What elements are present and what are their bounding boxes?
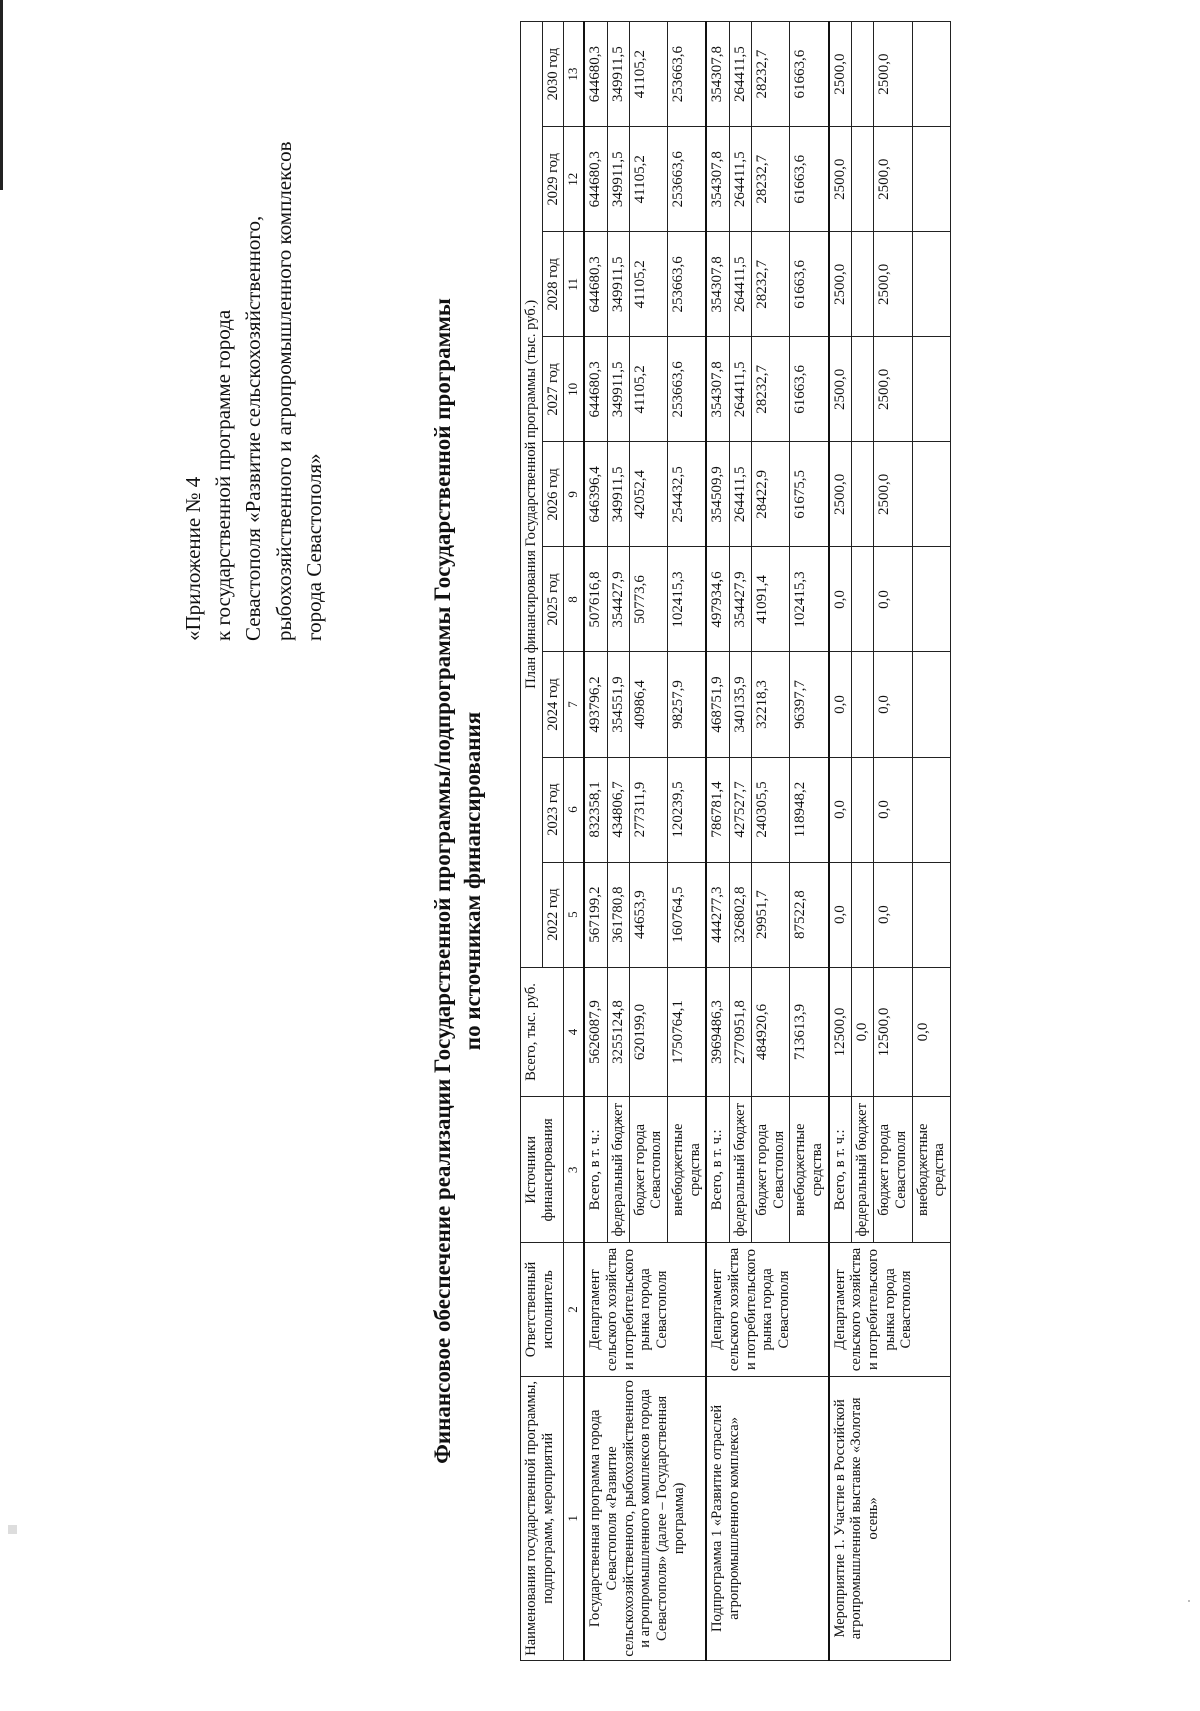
appendix-line: к государственной программе города: [211, 309, 236, 641]
source-cell: федеральный бюджет: [729, 1097, 751, 1243]
source-cell: Всего, в т. ч.:: [584, 1097, 607, 1243]
header-source: Источники финансирования: [521, 1097, 564, 1243]
total-cell: 3255124,8: [607, 967, 629, 1097]
year-value-cell: 29951,7: [751, 862, 789, 967]
year-value-cell: 434806,7: [607, 757, 629, 862]
column-numbers-row: [564, 22, 584, 1661]
column-number: 5: [564, 862, 584, 967]
year-value-cell: 349911,5: [607, 337, 629, 442]
year-value-cell: 41105,2: [629, 127, 667, 232]
year-value-cell: 326802,8: [729, 862, 751, 967]
year-value-cell: 61675,5: [790, 442, 829, 547]
source-cell: бюджет города Севастополя: [874, 1097, 912, 1243]
year-value-cell: 264411,5: [729, 442, 751, 547]
year-value-cell: 253663,6: [668, 232, 707, 337]
year-value-cell: [912, 22, 950, 127]
source-cell: федеральный бюджет: [607, 1097, 629, 1243]
year-value-cell: 0,0: [874, 757, 912, 862]
total-cell: 3969486,3: [706, 967, 729, 1097]
year-value-cell: 444277,3: [706, 862, 729, 967]
year-value-cell: 507616,8: [584, 547, 607, 652]
year-value-cell: 0,0: [829, 757, 852, 862]
total-cell: 5626087,9: [584, 967, 607, 1097]
year-value-cell: 2500,0: [874, 22, 912, 127]
year-value-cell: 32218,3: [751, 652, 789, 757]
year-value-cell: 253663,6: [668, 127, 707, 232]
source-cell: бюджет города Севастополя: [629, 1097, 667, 1243]
year-value-cell: [851, 127, 873, 232]
year-value-cell: 2500,0: [829, 127, 852, 232]
year-value-cell: 644680,3: [584, 22, 607, 127]
year-value-cell: 96397,7: [790, 652, 829, 757]
program-name-cell: Государственная программа города Севастополя «Развитие сельскохозяйственного, рыбохозяйственного и агропромышленного комплексов города Севастополя» (далее – Государственная программа): [584, 1376, 706, 1660]
year-value-cell: 28422,9: [751, 442, 789, 547]
heading-line: Финансовое обеспечение реализации Государственной программы/подпрограммы Государственной программы: [430, 298, 455, 1464]
year-value-cell: [912, 652, 950, 757]
year-value-cell: 2500,0: [874, 442, 912, 547]
year-value-cell: 61663,6: [790, 337, 829, 442]
year-value-cell: 2500,0: [829, 442, 852, 547]
header-name: Наименования государственной программы, подпрограмм, мероприятий: [521, 1376, 564, 1660]
year-value-cell: 354427,9: [607, 547, 629, 652]
year-value-cell: 264411,5: [729, 337, 751, 442]
total-cell: 0,0: [912, 967, 950, 1097]
year-value-cell: 468751,9: [706, 652, 729, 757]
year-value-cell: 354551,9: [607, 652, 629, 757]
column-number: 12: [564, 127, 584, 232]
year-value-cell: 102415,3: [790, 547, 829, 652]
year-value-cell: 349911,5: [607, 127, 629, 232]
year-value-cell: 264411,5: [729, 127, 751, 232]
column-number: 3: [564, 1097, 584, 1243]
year-value-cell: 354307,8: [706, 127, 729, 232]
year-value-cell: 160764,5: [668, 862, 707, 967]
total-cell: 713613,9: [790, 967, 829, 1097]
year-value-cell: 427527,7: [729, 757, 751, 862]
year-value-cell: 2500,0: [874, 127, 912, 232]
column-number: 8: [564, 547, 584, 652]
header-year: 2029 год: [542, 127, 564, 232]
year-value-cell: [912, 442, 950, 547]
year-value-cell: 50773,6: [629, 547, 667, 652]
header-plan: План финансирования Государственной программы (тыс. руб.): [521, 22, 543, 968]
header-year: 2023 год: [542, 757, 564, 862]
year-value-cell: 349911,5: [607, 22, 629, 127]
column-number: 11: [564, 232, 584, 337]
year-value-cell: 497934,6: [706, 547, 729, 652]
header-total: Всего, тыс. руб.: [521, 967, 564, 1097]
year-value-cell: 644680,3: [584, 127, 607, 232]
appendix-line: рыбохозяйственного и агропромышленного комплексов: [271, 141, 296, 641]
table-row: [706, 22, 729, 1661]
year-value-cell: [912, 862, 950, 967]
year-value-cell: 0,0: [829, 862, 852, 967]
year-value-cell: [912, 232, 950, 337]
financing-table: [520, 21, 951, 1661]
year-value-cell: 61663,6: [790, 232, 829, 337]
total-cell: 484920,6: [751, 967, 789, 1097]
year-value-cell: 832358,1: [584, 757, 607, 862]
year-value-cell: 61663,6: [790, 127, 829, 232]
year-value-cell: 2500,0: [874, 337, 912, 442]
year-value-cell: 349911,5: [607, 442, 629, 547]
source-cell: внебюджетные средства: [912, 1097, 950, 1243]
column-number: 7: [564, 652, 584, 757]
year-value-cell: 644680,3: [584, 232, 607, 337]
total-cell: 0,0: [851, 967, 873, 1097]
year-value-cell: 102415,3: [668, 547, 707, 652]
header-year: 2030 год: [542, 22, 564, 127]
year-value-cell: [851, 337, 873, 442]
year-value-cell: 28232,7: [751, 337, 789, 442]
year-value-cell: 42052,4: [629, 442, 667, 547]
column-number: 6: [564, 757, 584, 862]
table-row: [829, 22, 852, 1661]
year-value-cell: 41105,2: [629, 337, 667, 442]
year-value-cell: 41091,4: [751, 547, 789, 652]
total-cell: 12500,0: [874, 967, 912, 1097]
header-year: 2025 год: [542, 547, 564, 652]
column-number: 2: [564, 1243, 584, 1376]
source-cell: Всего, в т. ч.:: [829, 1097, 852, 1243]
year-value-cell: 41105,2: [629, 232, 667, 337]
appendix-line: Севастополя «Развитие сельскохозяйственного,: [241, 215, 266, 641]
source-cell: Всего, в т. ч.:: [706, 1097, 729, 1243]
year-value-cell: 2500,0: [829, 232, 852, 337]
program-name-cell: Подпрограмма 1 «Развитие отраслей агропромышленного комплекса»: [706, 1376, 828, 1660]
header-executor: Ответственный исполнитель: [521, 1243, 564, 1376]
year-value-cell: 28232,7: [751, 22, 789, 127]
year-value-cell: [851, 652, 873, 757]
header-year: 2026 год: [542, 442, 564, 547]
column-number: 4: [564, 967, 584, 1097]
source-cell: федеральный бюджет: [851, 1097, 873, 1243]
year-value-cell: 44653,9: [629, 862, 667, 967]
year-value-cell: 41105,2: [629, 22, 667, 127]
year-value-cell: [912, 757, 950, 862]
appendix-line: «Приложение № 4: [181, 476, 205, 641]
year-value-cell: 493796,2: [584, 652, 607, 757]
year-value-cell: 277311,9: [629, 757, 667, 862]
year-value-cell: 264411,5: [729, 232, 751, 337]
year-value-cell: [851, 232, 873, 337]
year-value-cell: 118948,2: [790, 757, 829, 862]
header-year: 2027 год: [542, 337, 564, 442]
year-value-cell: 0,0: [874, 862, 912, 967]
year-value-cell: [851, 757, 873, 862]
table-row: [584, 22, 607, 1661]
year-value-cell: 361780,8: [607, 862, 629, 967]
year-value-cell: 354307,8: [706, 337, 729, 442]
year-value-cell: 354509,9: [706, 442, 729, 547]
source-cell: внебюджетные средства: [668, 1097, 707, 1243]
executor-cell: Департамент сельского хозяйства и потребительского рынка города Севастополя: [584, 1243, 706, 1376]
year-value-cell: [912, 547, 950, 652]
year-value-cell: 354427,9: [729, 547, 751, 652]
header-year: 2024 год: [542, 652, 564, 757]
year-value-cell: 340135,9: [729, 652, 751, 757]
program-name-cell: Мероприятие 1. Участие в Российской агропромышленной выставке «Золотая осень»: [829, 1376, 951, 1660]
year-value-cell: [851, 22, 873, 127]
year-value-cell: [851, 547, 873, 652]
year-value-cell: 786781,4: [706, 757, 729, 862]
year-value-cell: 87522,8: [790, 862, 829, 967]
year-value-cell: 644680,3: [584, 337, 607, 442]
year-value-cell: 0,0: [874, 547, 912, 652]
year-value-cell: 354307,8: [706, 232, 729, 337]
total-cell: 620199,0: [629, 967, 667, 1097]
year-value-cell: 253663,6: [668, 337, 707, 442]
year-value-cell: [912, 337, 950, 442]
total-cell: 2770951,8: [729, 967, 751, 1097]
executor-cell: Департамент сельского хозяйства и потребительского рынка города Севастополя: [706, 1243, 828, 1376]
header-year: 2028 год: [542, 232, 564, 337]
header-row: [521, 22, 543, 1661]
year-value-cell: 2500,0: [829, 22, 852, 127]
year-value-cell: [851, 862, 873, 967]
year-value-cell: [851, 442, 873, 547]
year-value-cell: 61663,6: [790, 22, 829, 127]
year-value-cell: 120239,5: [668, 757, 707, 862]
appendix-block: [178, 51, 329, 641]
year-value-cell: 0,0: [829, 652, 852, 757]
year-value-cell: 254432,5: [668, 442, 707, 547]
total-cell: 12500,0: [829, 967, 852, 1097]
header-year: 2022 год: [542, 862, 564, 967]
year-value-cell: 2500,0: [874, 232, 912, 337]
year-value-cell: [912, 127, 950, 232]
column-number: 9: [564, 442, 584, 547]
column-number: 10: [564, 337, 584, 442]
year-value-cell: 28232,7: [751, 232, 789, 337]
heading-line: по источникам финансирования: [459, 711, 485, 1051]
year-value-cell: 264411,5: [729, 22, 751, 127]
column-number: 13: [564, 22, 584, 127]
source-cell: внебюджетные средства: [790, 1097, 829, 1243]
appendix-line: города Севастополя»: [301, 453, 326, 641]
year-value-cell: 98257,9: [668, 652, 707, 757]
year-value-cell: 646396,4: [584, 442, 607, 547]
year-value-cell: 2500,0: [829, 337, 852, 442]
year-value-cell: 40986,4: [629, 652, 667, 757]
year-value-cell: 349911,5: [607, 232, 629, 337]
year-value-cell: 253663,6: [668, 22, 707, 127]
year-value-cell: 0,0: [829, 547, 852, 652]
year-value-cell: 354307,8: [706, 22, 729, 127]
column-number: 1: [564, 1376, 584, 1660]
document-heading: [428, 101, 488, 1661]
executor-cell: Департамент сельского хозяйства и потребительского рынка города Севастополя: [829, 1243, 951, 1376]
total-cell: 1750764,1: [668, 967, 707, 1097]
year-value-cell: 567199,2: [584, 862, 607, 967]
year-value-cell: 28232,7: [751, 127, 789, 232]
source-cell: бюджет города Севастополя: [751, 1097, 789, 1243]
year-value-cell: 0,0: [874, 652, 912, 757]
year-value-cell: 240305,5: [751, 757, 789, 862]
financing-table-wrapper: [520, 21, 951, 1661]
